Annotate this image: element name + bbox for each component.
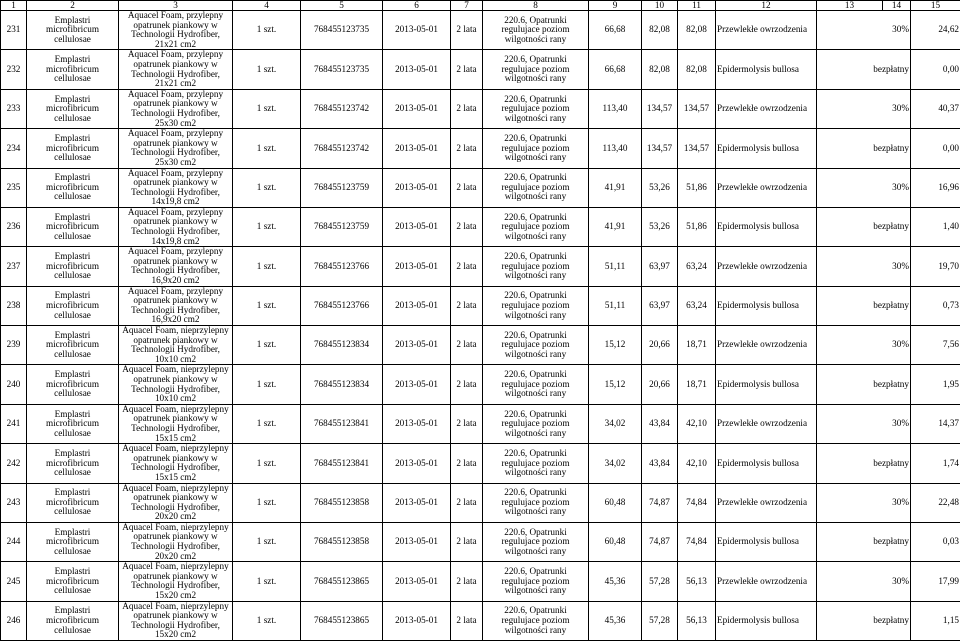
product-name: Aquacel Foam, nieprzylepny opatrunek piankowy w Technologii Hydrofiber, 20x20 cm2	[119, 522, 233, 561]
limit-group: 220.6, Opatrunki regulujace poziom wilgotności rany	[483, 444, 589, 483]
limit-group: 220.6, Opatrunki regulujace poziom wilgotności rany	[483, 247, 589, 286]
retail-price: 43,84	[642, 404, 678, 443]
table-row	[1, 483, 960, 522]
active-substance: Emplastri microfibricum cellulosae	[27, 89, 119, 128]
package-size: 1 szt.	[233, 11, 301, 50]
row-number: 239	[1, 326, 27, 365]
payment-level: bezpłatny	[817, 365, 911, 404]
ean-code: 768455123766	[301, 247, 383, 286]
payment-level: bezpłatny	[817, 207, 911, 246]
financing-limit: 134,57	[678, 89, 716, 128]
patient-surcharge: 14,37	[911, 404, 960, 443]
wholesale-price: 41,91	[589, 207, 642, 246]
limit-group: 220.6, Opatrunki regulujace poziom wilgotności rany	[483, 483, 589, 522]
column-number: 10	[642, 1, 678, 11]
financing-limit: 74,84	[678, 483, 716, 522]
row-number: 235	[1, 168, 27, 207]
row-number: 237	[1, 247, 27, 286]
patient-surcharge: 19,70	[911, 247, 960, 286]
row-number: 232	[1, 50, 27, 89]
retail-price: 53,26	[642, 207, 678, 246]
active-substance: Emplastri microfibricum cellulosae	[27, 168, 119, 207]
patient-surcharge: 1,40	[911, 207, 960, 246]
retail-price: 82,08	[642, 11, 678, 50]
indication: Przewlekłe owrzodzenia	[716, 326, 817, 365]
patient-surcharge: 17,99	[911, 562, 960, 601]
ean-code: 768455123766	[301, 286, 383, 325]
package-size: 1 szt.	[233, 365, 301, 404]
ean-code: 768455123742	[301, 129, 383, 168]
effective-date: 2013-05-01	[383, 286, 451, 325]
table-row	[1, 522, 960, 561]
package-size: 1 szt.	[233, 207, 301, 246]
active-substance: Emplastri microfibricum cellulosae	[27, 286, 119, 325]
product-name: Aquacel Foam, przylepny opatrunek piankowy w Technologii Hydrofiber, 16,9x20 cm2	[119, 247, 233, 286]
validity-period: 2 lata	[451, 365, 483, 404]
wholesale-price: 66,68	[589, 11, 642, 50]
retail-price: 53,26	[642, 168, 678, 207]
column-number: 5	[301, 1, 383, 11]
package-size: 1 szt.	[233, 483, 301, 522]
indication: Epidermolysis bullosa	[716, 444, 817, 483]
validity-period: 2 lata	[451, 89, 483, 128]
indication: Epidermolysis bullosa	[716, 207, 817, 246]
patient-surcharge: 22,48	[911, 483, 960, 522]
ean-code: 768455123865	[301, 562, 383, 601]
active-substance: Emplastri microfibricum cellulosae	[27, 562, 119, 601]
package-size: 1 szt.	[233, 247, 301, 286]
limit-group: 220.6, Opatrunki regulujace poziom wilgotności rany	[483, 286, 589, 325]
table-body	[1, 1, 960, 641]
column-number: 3	[119, 1, 233, 11]
financing-limit: 134,57	[678, 129, 716, 168]
table-row	[1, 11, 960, 50]
column-number: 13	[817, 1, 883, 11]
row-number: 233	[1, 89, 27, 128]
wholesale-price: 51,11	[589, 286, 642, 325]
active-substance: Emplastri microfibricum cellulosae	[27, 522, 119, 561]
effective-date: 2013-05-01	[383, 483, 451, 522]
wholesale-price: 15,12	[589, 365, 642, 404]
ean-code: 768455123858	[301, 483, 383, 522]
table-row	[1, 50, 960, 89]
package-size: 1 szt.	[233, 89, 301, 128]
row-number: 231	[1, 11, 27, 50]
ean-code: 768455123742	[301, 89, 383, 128]
payment-level: 30%	[817, 247, 911, 286]
validity-period: 2 lata	[451, 601, 483, 640]
product-name: Aquacel Foam, nieprzylepny opatrunek piankowy w Technologii Hydrofiber, 15x15 cm2	[119, 404, 233, 443]
active-substance: Emplastri microfibricum cellulosae	[27, 11, 119, 50]
financing-limit: 18,71	[678, 326, 716, 365]
validity-period: 2 lata	[451, 562, 483, 601]
table-row	[1, 365, 960, 404]
wholesale-price: 15,12	[589, 326, 642, 365]
financing-limit: 74,84	[678, 522, 716, 561]
effective-date: 2013-05-01	[383, 89, 451, 128]
product-name: Aquacel Foam, przylepny opatrunek piankowy w Technologii Hydrofiber, 14x19,8 cm2	[119, 168, 233, 207]
validity-period: 2 lata	[451, 286, 483, 325]
table-row	[1, 247, 960, 286]
product-name: Aquacel Foam, przylepny opatrunek piankowy w Technologii Hydrofiber, 21x21 cm2	[119, 50, 233, 89]
indication: Przewlekłe owrzodzenia	[716, 11, 817, 50]
row-number: 236	[1, 207, 27, 246]
payment-level: 30%	[817, 168, 911, 207]
ean-code: 768455123865	[301, 601, 383, 640]
limit-group: 220.6, Opatrunki regulujace poziom wilgotności rany	[483, 207, 589, 246]
financing-limit: 51,86	[678, 168, 716, 207]
effective-date: 2013-05-01	[383, 168, 451, 207]
table-row	[1, 168, 960, 207]
package-size: 1 szt.	[233, 50, 301, 89]
package-size: 1 szt.	[233, 129, 301, 168]
active-substance: Emplastri microfibricum cellulosae	[27, 207, 119, 246]
ean-code: 768455123735	[301, 50, 383, 89]
ean-code: 768455123834	[301, 365, 383, 404]
indication: Epidermolysis bullosa	[716, 50, 817, 89]
limit-group: 220.6, Opatrunki regulujace poziom wilgotności rany	[483, 365, 589, 404]
payment-level: bezpłatny	[817, 444, 911, 483]
effective-date: 2013-05-01	[383, 601, 451, 640]
wholesale-price: 113,40	[589, 129, 642, 168]
column-number: 1	[1, 1, 27, 11]
patient-surcharge: 24,62	[911, 11, 960, 50]
validity-period: 2 lata	[451, 404, 483, 443]
financing-limit: 56,13	[678, 562, 716, 601]
product-name: Aquacel Foam, przylepny opatrunek piankowy w Technologii Hydrofiber, 21x21 cm2	[119, 11, 233, 50]
column-number: 6	[383, 1, 451, 11]
limit-group: 220.6, Opatrunki regulujace poziom wilgotności rany	[483, 601, 589, 640]
patient-surcharge: 1,15	[911, 601, 960, 640]
column-number: 11	[678, 1, 716, 11]
payment-level: bezpłatny	[817, 50, 911, 89]
row-number: 242	[1, 444, 27, 483]
indication: Przewlekłe owrzodzenia	[716, 168, 817, 207]
active-substance: Emplastri microfibricum cellulosae	[27, 326, 119, 365]
ean-code: 768455123735	[301, 11, 383, 50]
financing-limit: 51,86	[678, 207, 716, 246]
package-size: 1 szt.	[233, 326, 301, 365]
financing-limit: 42,10	[678, 444, 716, 483]
wholesale-price: 45,36	[589, 562, 642, 601]
effective-date: 2013-05-01	[383, 129, 451, 168]
financing-limit: 82,08	[678, 11, 716, 50]
validity-period: 2 lata	[451, 522, 483, 561]
validity-period: 2 lata	[451, 444, 483, 483]
product-name: Aquacel Foam, przylepny opatrunek piankowy w Technologii Hydrofiber, 16,9x20 cm2	[119, 286, 233, 325]
validity-period: 2 lata	[451, 326, 483, 365]
row-number: 246	[1, 601, 27, 640]
active-substance: Emplastri microfibricum cellulosae	[27, 404, 119, 443]
package-size: 1 szt.	[233, 168, 301, 207]
retail-price: 43,84	[642, 444, 678, 483]
limit-group: 220.6, Opatrunki regulujace poziom wilgotności rany	[483, 89, 589, 128]
retail-price: 82,08	[642, 50, 678, 89]
wholesale-price: 113,40	[589, 89, 642, 128]
payment-level: bezpłatny	[817, 522, 911, 561]
product-name: Aquacel Foam, nieprzylepny opatrunek piankowy w Technologii Hydrofiber, 15x15 cm2	[119, 444, 233, 483]
wholesale-price: 34,02	[589, 444, 642, 483]
column-number: 9	[589, 1, 642, 11]
column-number: 14	[883, 1, 911, 11]
indication: Przewlekłe owrzodzenia	[716, 562, 817, 601]
retail-price: 57,28	[642, 601, 678, 640]
validity-period: 2 lata	[451, 247, 483, 286]
indication: Przewlekłe owrzodzenia	[716, 483, 817, 522]
table-row	[1, 286, 960, 325]
financing-limit: 82,08	[678, 50, 716, 89]
patient-surcharge: 7,56	[911, 326, 960, 365]
retail-price: 57,28	[642, 562, 678, 601]
effective-date: 2013-05-01	[383, 247, 451, 286]
limit-group: 220.6, Opatrunki regulujace poziom wilgotności rany	[483, 562, 589, 601]
wholesale-price: 51,11	[589, 247, 642, 286]
package-size: 1 szt.	[233, 601, 301, 640]
package-size: 1 szt.	[233, 562, 301, 601]
retail-price: 63,97	[642, 247, 678, 286]
active-substance: Emplastri microfibricum cellulosae	[27, 50, 119, 89]
effective-date: 2013-05-01	[383, 11, 451, 50]
product-name: Aquacel Foam, przylepny opatrunek piankowy w Technologii Hydrofiber, 25x30 cm2	[119, 89, 233, 128]
effective-date: 2013-05-01	[383, 444, 451, 483]
validity-period: 2 lata	[451, 50, 483, 89]
financing-limit: 18,71	[678, 365, 716, 404]
ean-code: 768455123834	[301, 326, 383, 365]
column-number: 7	[451, 1, 483, 11]
active-substance: Emplastri microfibricum cellulosae	[27, 365, 119, 404]
validity-period: 2 lata	[451, 168, 483, 207]
effective-date: 2013-05-01	[383, 50, 451, 89]
financing-limit: 42,10	[678, 404, 716, 443]
patient-surcharge: 0,03	[911, 522, 960, 561]
patient-surcharge: 40,37	[911, 89, 960, 128]
limit-group: 220.6, Opatrunki regulujace poziom wilgotności rany	[483, 11, 589, 50]
indication: Epidermolysis bullosa	[716, 286, 817, 325]
ean-code: 768455123759	[301, 168, 383, 207]
validity-period: 2 lata	[451, 129, 483, 168]
patient-surcharge: 0,00	[911, 129, 960, 168]
table-row	[1, 129, 960, 168]
patient-surcharge: 0,00	[911, 50, 960, 89]
retail-price: 134,57	[642, 129, 678, 168]
effective-date: 2013-05-01	[383, 562, 451, 601]
row-number: 240	[1, 365, 27, 404]
effective-date: 2013-05-01	[383, 207, 451, 246]
table-row	[1, 89, 960, 128]
wholesale-price: 60,48	[589, 483, 642, 522]
package-size: 1 szt.	[233, 286, 301, 325]
row-number: 245	[1, 562, 27, 601]
payment-level: bezpłatny	[817, 286, 911, 325]
row-number: 243	[1, 483, 27, 522]
indication: Epidermolysis bullosa	[716, 601, 817, 640]
column-number: 8	[483, 1, 589, 11]
product-name: Aquacel Foam, przylepny opatrunek piankowy w Technologii Hydrofiber, 14x19,8 cm2	[119, 207, 233, 246]
row-number: 244	[1, 522, 27, 561]
indication: Przewlekłe owrzodzenia	[716, 247, 817, 286]
wholesale-price: 66,68	[589, 50, 642, 89]
patient-surcharge: 1,95	[911, 365, 960, 404]
product-name: Aquacel Foam, przylepny opatrunek piankowy w Technologii Hydrofiber, 25x30 cm2	[119, 129, 233, 168]
validity-period: 2 lata	[451, 483, 483, 522]
column-number: 15	[911, 1, 960, 11]
ean-code: 768455123841	[301, 404, 383, 443]
payment-level: 30%	[817, 483, 911, 522]
payment-level: 30%	[817, 11, 911, 50]
wholesale-price: 41,91	[589, 168, 642, 207]
column-number-row	[1, 1, 960, 11]
financing-limit: 56,13	[678, 601, 716, 640]
active-substance: Emplastri microfibricum cellulosae	[27, 247, 119, 286]
retail-price: 20,66	[642, 326, 678, 365]
wholesale-price: 34,02	[589, 404, 642, 443]
effective-date: 2013-05-01	[383, 326, 451, 365]
ean-code: 768455123759	[301, 207, 383, 246]
payment-level: 30%	[817, 89, 911, 128]
limit-group: 220.6, Opatrunki regulujace poziom wilgotności rany	[483, 168, 589, 207]
indication: Epidermolysis bullosa	[716, 129, 817, 168]
limit-group: 220.6, Opatrunki regulujace poziom wilgotności rany	[483, 129, 589, 168]
financing-limit: 63,24	[678, 247, 716, 286]
validity-period: 2 lata	[451, 11, 483, 50]
indication: Epidermolysis bullosa	[716, 522, 817, 561]
product-name: Aquacel Foam, nieprzylepny opatrunek piankowy w Technologii Hydrofiber, 15x20 cm2	[119, 601, 233, 640]
active-substance: Emplastri microfibricum cellulosae	[27, 601, 119, 640]
row-number: 241	[1, 404, 27, 443]
limit-group: 220.6, Opatrunki regulujace poziom wilgotności rany	[483, 522, 589, 561]
payment-level: 30%	[817, 404, 911, 443]
retail-price: 74,87	[642, 522, 678, 561]
active-substance: Emplastri microfibricum cellulosae	[27, 483, 119, 522]
retail-price: 20,66	[642, 365, 678, 404]
table-row	[1, 444, 960, 483]
payment-level: bezpłatny	[817, 601, 911, 640]
retail-price: 134,57	[642, 89, 678, 128]
retail-price: 63,97	[642, 286, 678, 325]
payment-level: 30%	[817, 562, 911, 601]
table-row	[1, 207, 960, 246]
package-size: 1 szt.	[233, 404, 301, 443]
wholesale-price: 60,48	[589, 522, 642, 561]
financing-limit: 63,24	[678, 286, 716, 325]
indication: Przewlekłe owrzodzenia	[716, 404, 817, 443]
validity-period: 2 lata	[451, 207, 483, 246]
limit-group: 220.6, Opatrunki regulujace poziom wilgotności rany	[483, 326, 589, 365]
row-number: 238	[1, 286, 27, 325]
patient-surcharge: 16,96	[911, 168, 960, 207]
package-size: 1 szt.	[233, 522, 301, 561]
active-substance: Emplastri microfibricum cellulosae	[27, 129, 119, 168]
column-number: 4	[233, 1, 301, 11]
wholesale-price: 45,36	[589, 601, 642, 640]
patient-surcharge: 0,73	[911, 286, 960, 325]
active-substance: Emplastri microfibricum cellulosae	[27, 444, 119, 483]
retail-price: 74,87	[642, 483, 678, 522]
effective-date: 2013-05-01	[383, 404, 451, 443]
column-number: 2	[27, 1, 119, 11]
product-name: Aquacel Foam, nieprzylepny opatrunek piankowy w Technologii Hydrofiber, 10x10 cm2	[119, 326, 233, 365]
product-name: Aquacel Foam, nieprzylepny opatrunek piankowy w Technologii Hydrofiber, 15x20 cm2	[119, 562, 233, 601]
indication: Przewlekłe owrzodzenia	[716, 89, 817, 128]
product-name: Aquacel Foam, nieprzylepny opatrunek piankowy w Technologii Hydrofiber, 20x20 cm2	[119, 483, 233, 522]
package-size: 1 szt.	[233, 444, 301, 483]
indication: Epidermolysis bullosa	[716, 365, 817, 404]
column-number: 12	[716, 1, 817, 11]
table-row	[1, 326, 960, 365]
payment-level: bezpłatny	[817, 129, 911, 168]
ean-code: 768455123858	[301, 522, 383, 561]
ean-code: 768455123841	[301, 444, 383, 483]
patient-surcharge: 1,74	[911, 444, 960, 483]
product-name: Aquacel Foam, nieprzylepny opatrunek piankowy w Technologii Hydrofiber, 10x10 cm2	[119, 365, 233, 404]
limit-group: 220.6, Opatrunki regulujace poziom wilgotności rany	[483, 50, 589, 89]
table-row	[1, 562, 960, 601]
effective-date: 2013-05-01	[383, 522, 451, 561]
effective-date: 2013-05-01	[383, 365, 451, 404]
payment-level: 30%	[817, 326, 911, 365]
table-row	[1, 601, 960, 640]
limit-group: 220.6, Opatrunki regulujace poziom wilgotności rany	[483, 404, 589, 443]
table-row	[1, 404, 960, 443]
row-number: 234	[1, 129, 27, 168]
